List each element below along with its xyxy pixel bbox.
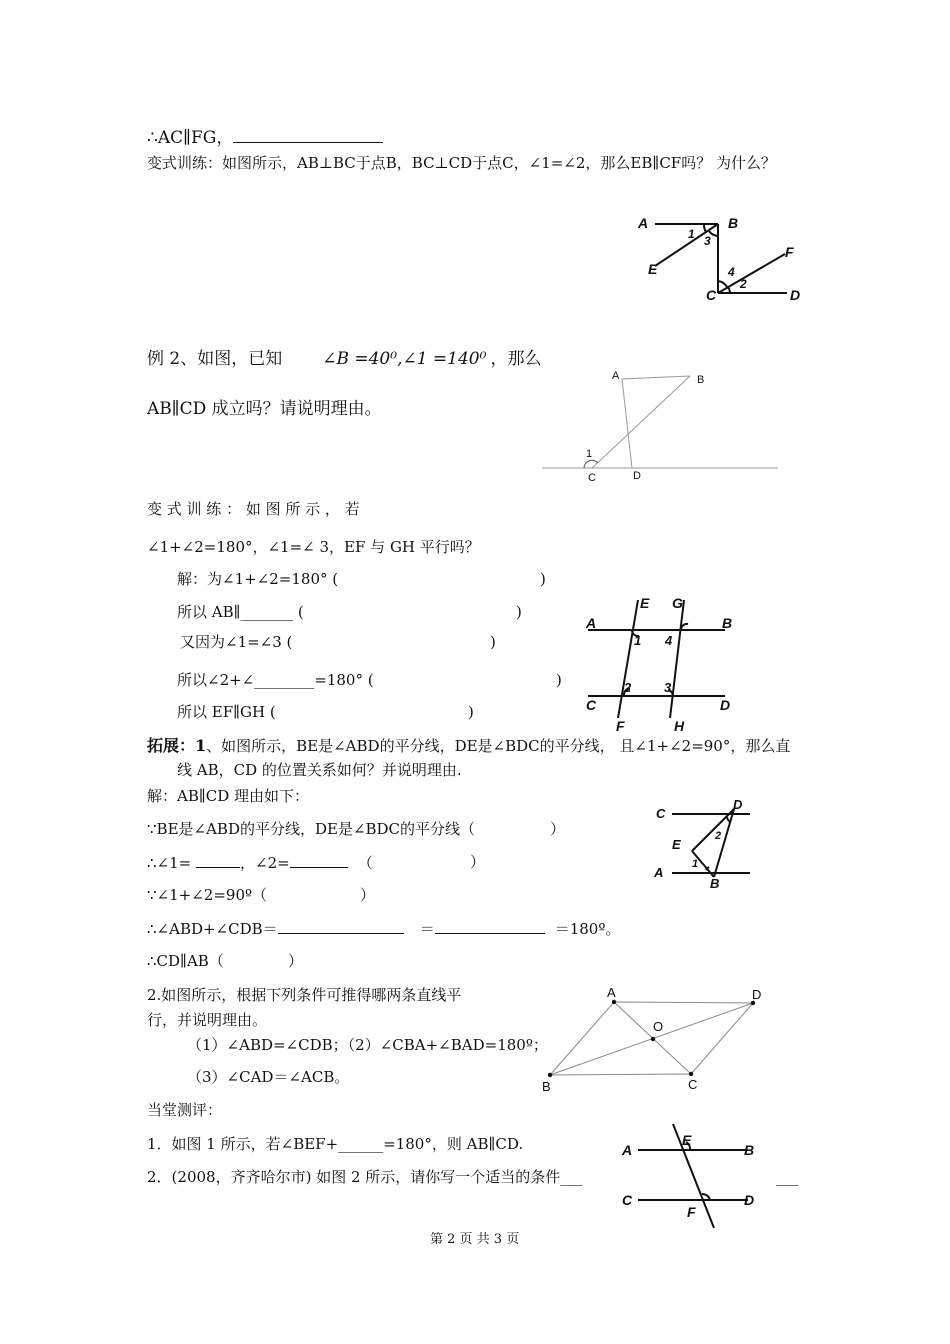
page-footer: 第 2 页 共 3 页 (430, 1232, 520, 1247)
text: ∴∠ABD+∠CDB＝ (147, 920, 278, 938)
label-c: C (688, 1077, 698, 1092)
figure-example-2 (540, 365, 780, 490)
blank-line[interactable] (196, 853, 240, 868)
solution-step-5: 所以 EF∥GH ( (177, 703, 276, 721)
variant-training-1: 变式训练：如图所示，AB⊥BC于点B，BC⊥CD于点C，∠1=∠2，那么EB∥CF吗？ 为什么？ (147, 154, 776, 172)
text: 、如图所示，BE是∠ABD的平分线，DE是∠BDC的平分线， 且∠1+∠2=90°，那么直 (206, 737, 791, 755)
label-a: A (586, 615, 597, 631)
paren-close: ) (556, 671, 562, 689)
label-a: A (607, 985, 616, 1000)
paren-close: ） (360, 886, 376, 904)
label-o: O (653, 1019, 664, 1034)
label-f: F (785, 244, 794, 260)
angle-4: 4 (665, 633, 673, 648)
figure-ef-gh (580, 590, 750, 735)
text: ＝180º。 (554, 920, 621, 938)
paren-close: ） (288, 952, 304, 970)
label-b: B (697, 374, 705, 386)
variant-training-2-line2: ∠1+∠2=180°，∠1=∠ 3，EF 与 GH 平行吗？ (147, 538, 480, 556)
question-2-conditions-a: （1）∠ABD=∠CDB；（2）∠CBA+∠BAD=180º； (187, 1036, 548, 1054)
extension-line1 (147, 737, 790, 755)
formula: ∠B =40⁰,∠1 =140⁰ (322, 349, 487, 369)
solution-line-c (147, 853, 373, 872)
solution-intro: 解：AB∥CD 理由如下： (147, 787, 310, 805)
angle-3: 3 (664, 680, 672, 695)
extension-heading: 拓展：1 (147, 736, 207, 755)
angle-2: 2 (715, 830, 722, 842)
label-b: B (542, 1079, 551, 1094)
text: ＝ (419, 920, 435, 938)
solution-step-3: 又因为∠1=∠3 ( (180, 633, 293, 651)
test-question-2-blank: ___ (776, 1168, 799, 1186)
label-d: D (790, 287, 801, 303)
label-d: D (633, 470, 641, 482)
label-e: E (672, 837, 681, 852)
solution-line-e (147, 919, 620, 938)
label-c: C (706, 287, 717, 303)
label-c: C (588, 472, 596, 484)
angle-1: 1 (586, 448, 593, 460)
paren-close: ) (540, 570, 546, 588)
label-f: F (616, 718, 625, 734)
variant-training-2-line1: 变 式 训 练 ： 如 图 所 示 ， 若 (147, 500, 360, 518)
label-a: A (612, 370, 620, 382)
label-d: D (733, 797, 743, 812)
label-b: B (744, 1142, 755, 1158)
blank-line[interactable] (290, 853, 348, 868)
question-2-conditions-b: （3）∠CAD＝∠ACB。 (187, 1068, 350, 1086)
text: ∴AC∥FG， (147, 128, 234, 148)
label-a: A (654, 865, 664, 880)
test-question-1: 1．如图 1 所示，若∠BEF+______=180°，则 AB∥CD. (147, 1135, 524, 1153)
label-a: A (622, 1142, 633, 1158)
label-e: E (682, 1132, 692, 1148)
angle-1: 1 (692, 858, 699, 870)
blank-line[interactable] (435, 919, 545, 934)
example-2-line1 (147, 350, 541, 368)
paren-close: ) (516, 603, 522, 621)
line-ac-fg (147, 128, 383, 147)
label-d: D (744, 1192, 755, 1208)
angle-2: 2 (740, 277, 747, 291)
angle-2: 2 (624, 680, 632, 695)
label-f: F (687, 1204, 696, 1220)
test-title: 当堂测评： (147, 1101, 223, 1119)
solution-line-b: ∵BE是∠ABD的平分线，DE是∠BDC的平分线（ (147, 820, 476, 838)
label-c: C (656, 806, 666, 821)
question-2-line1: 2.如图所示，根据下列条件可推得哪两条直线平 (147, 986, 462, 1004)
label-g: G (672, 595, 683, 611)
blank-line[interactable] (233, 128, 383, 143)
label-c: C (586, 697, 597, 713)
text: ∴∠1= (147, 854, 196, 872)
solution-step-1: 解：为∠1+∠2=180° ( (177, 570, 339, 588)
figure-bisectors (650, 795, 770, 890)
label-b: B (710, 876, 720, 891)
label-d: D (752, 987, 762, 1002)
angle-4: 4 (728, 265, 735, 279)
figure-test-1 (618, 1122, 768, 1232)
solution-step-2: 所以 AB∥_______ ( (177, 603, 304, 621)
label-b: B (728, 215, 739, 231)
test-question-2: 2．(2008，齐齐哈尔市) 如图 2 所示，请你写一个适当的条件___ (147, 1168, 583, 1186)
label-e: E (648, 261, 658, 277)
text: ，那么 (490, 349, 542, 369)
label-b: B (722, 615, 733, 631)
label-d: D (720, 697, 731, 713)
figure-parallelogram (535, 985, 775, 1097)
example-2-line2: AB∥CD 成立吗？请说明理由。 (147, 399, 382, 419)
paren-close: ） (470, 853, 486, 871)
paren-close: ） (550, 820, 566, 838)
text: 例 2、如图，已知 (147, 349, 283, 369)
label-h: H (674, 718, 685, 734)
question-2-line2: 行，并说明理由。 (147, 1011, 268, 1029)
figure-eb-cf (620, 200, 820, 310)
angle-1: 1 (688, 227, 695, 241)
text: （ (357, 854, 373, 872)
solution-line-d: ∵∠1+∠2=90º（ (147, 886, 268, 904)
solution-line-f: ∴CD∥AB（ (147, 952, 224, 970)
text: ，∠2= (240, 854, 290, 872)
label-a: A (638, 215, 649, 231)
paren-close: ) (468, 703, 474, 721)
extension-line2: 线 AB，CD 的位置关系如何？并说明理由. (177, 761, 462, 779)
blank-line[interactable] (278, 919, 404, 934)
label-e: E (640, 595, 650, 611)
angle-1: 1 (634, 633, 642, 648)
paren-close: ) (490, 633, 496, 651)
angle-3: 3 (704, 234, 711, 248)
solution-step-4: 所以∠2+∠________=180° ( (177, 671, 374, 689)
label-c: C (622, 1192, 633, 1208)
